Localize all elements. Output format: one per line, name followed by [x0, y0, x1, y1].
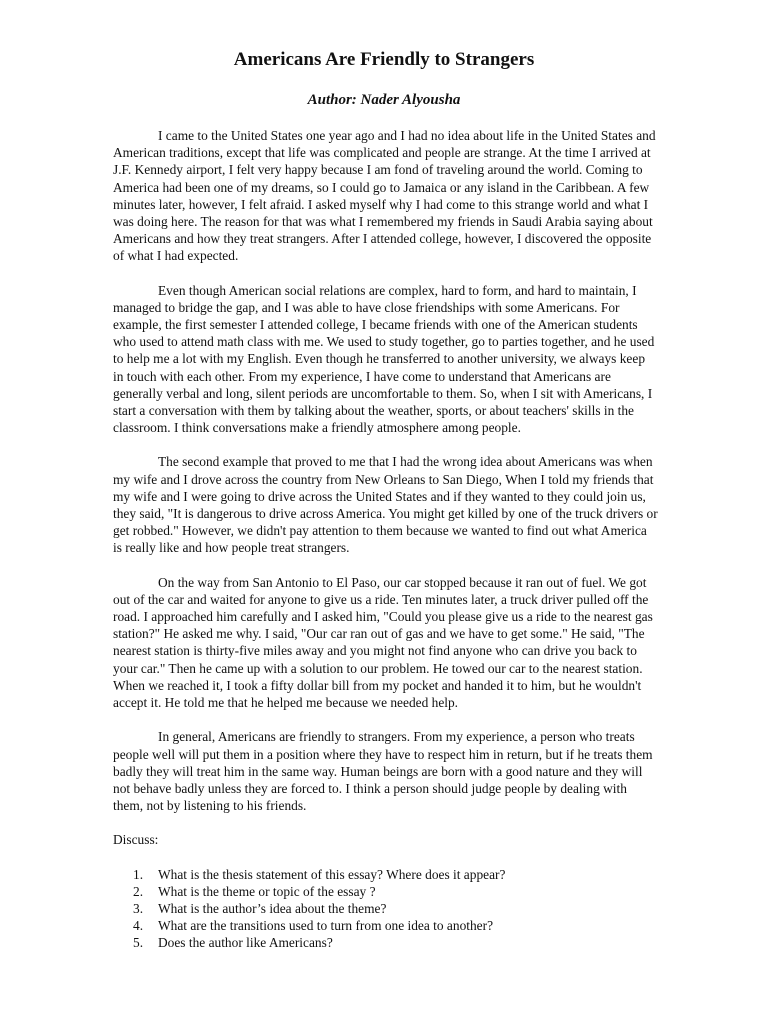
document-author: Author: Nader Alyousha [307, 92, 461, 108]
question-number: 2. [133, 883, 144, 899]
question-text: What is the thesis statement of this essay? Where does it appear? [158, 866, 506, 882]
question-number: 5. [133, 935, 144, 951]
question-item [113, 900, 658, 917]
paragraph-5: In general, Americans are friendly to strangers. From my experience, a person who treats people well will put them in a position where they have to respect him in return, but if he treats them badly they will treat him in the same way. Human beings are born with a good nature and they will not behave badly unless they are forced to. I think a person should judge people by dealing with them, not by listening to his friends. [113, 729, 653, 814]
discussion-questions [113, 866, 658, 952]
question-number: 4. [133, 918, 144, 934]
question-item [113, 866, 658, 883]
question-text: What is the author’s idea about the theme? [158, 900, 387, 916]
paragraph-2: Even though American social relations are complex, hard to form, and hard to maintain, I managed to bridge the gap, and I was able to have close friendships with some Americans. For example, the first semester I attended college, I became friends with one of the American students who used to attend math class with me. We used to study together, go to parties together, and he used to help me a lot with my English. Even though he transferred to another university, we always keep in touch with each other. From my experience, I have come to understand that Americans are generally verbal and long, silent periods are uncomfortable to them. So, when I sit with Americans, I start a conversation with them by talking about the weather, sports, or about teachers' skills in the classroom. I think conversations make a friendly atmosphere among people. [113, 282, 655, 436]
question-number: 3. [133, 900, 144, 916]
question-text: Does the author like Americans? [158, 935, 333, 951]
paragraph-4: On the way from San Antonio to El Paso, our car stopped because it ran out of fuel. We got out of the car and waited for anyone to give us a ride. Ten minutes later, a truck driver pulled off the road. I approached him carefully and I asked him, "Could you please give us a ride to the nearest gas station?" He asked me why. I said, "Our car ran out of gas and we have to get some." He said, "The nearest station is thirty-five miles away and you might not find anyone who can drive you back to your car." Then he came up with a solution to our problem. He towed our car to the nearest station. When we reached it, I took a fifty dollar bill from my pocket and handed it to him, but he wouldn't accept it. He told me that he helped me because we needed help. [113, 574, 653, 711]
discuss-label: Discuss: [113, 832, 159, 848]
question-item [113, 883, 658, 900]
question-item [113, 917, 658, 934]
paragraph-3: The second example that proved to me that I had the wrong idea about Americans was when my wife and I drove across the country from New Orleans to San Diego, When I told my friends that my wife and I were going to drive across the United States and if they wanted to they could join us, they said, "It is dangerous to drive across America. You might get killed by one of the truck drivers or get robbed." However, we didn't pay attention to them because we wanted to find out what America is really like and how people treat strangers. [113, 454, 658, 556]
document-body [113, 127, 658, 952]
document-title: Americans Are Friendly to Strangers [233, 49, 535, 70]
question-text: What is the theme or topic of the essay ? [158, 883, 376, 899]
paragraph-1: I came to the United States one year ago and I had no idea about life in the United States and American traditions, except that life was complicated and people are strange. At the time I arrived at J.F. Kennedy airport, I felt very happy because I am fond of traveling around the world. Coming to America had been one of my dreams, so I could go to Jamaica or any island in the Caribbean. A few minutes later, however, I felt afraid. I asked myself why I had come to this strange world and what I was doing here. The reason for that was what I remembered my friends in Saudi Arabia saying about Americans and how they treat strangers. After I attended college, however, I discovered the opposite of what I had expected. [113, 128, 656, 264]
question-item [113, 934, 658, 951]
question-text: What are the transitions used to turn from one idea to another? [158, 918, 494, 934]
question-number: 1. [133, 866, 144, 882]
